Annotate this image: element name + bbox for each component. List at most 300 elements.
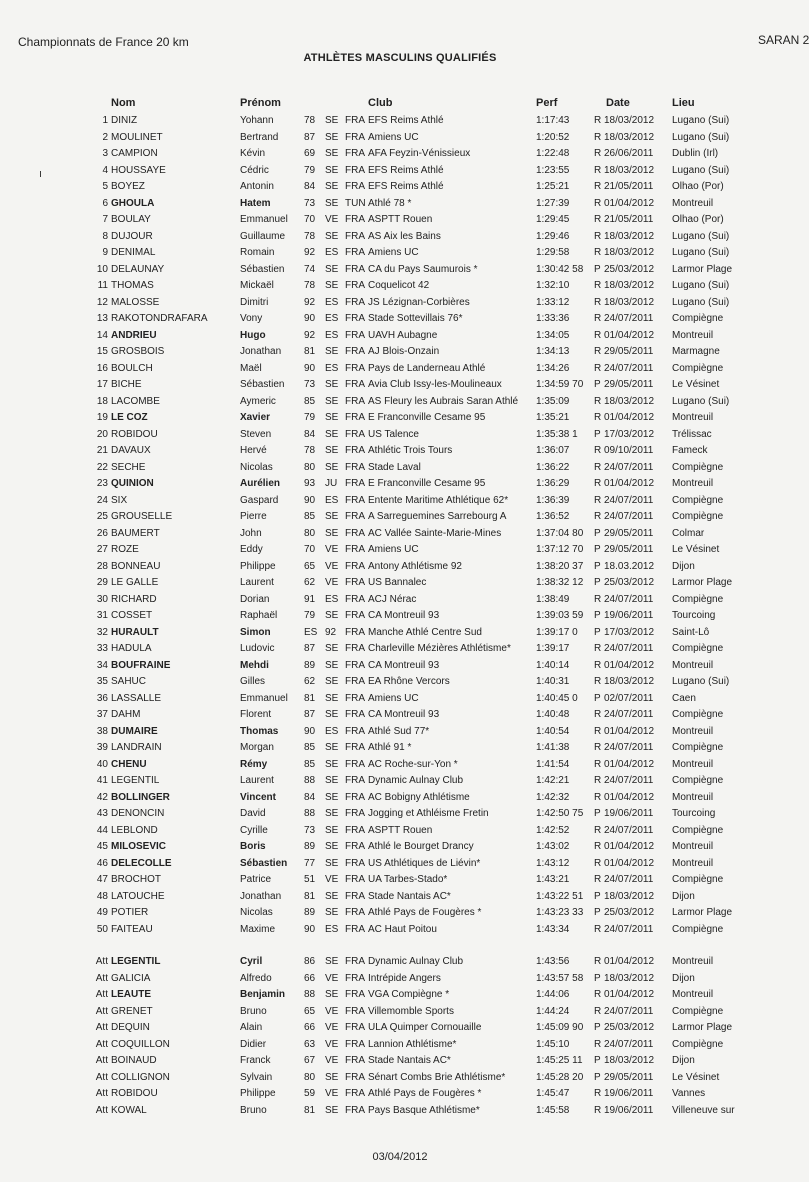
cell-perf-type: R bbox=[594, 791, 602, 803]
cell-birth-year: 66 bbox=[304, 1022, 316, 1033]
cell-first-name: Sébastien bbox=[240, 857, 288, 869]
table-row bbox=[0, 1020, 800, 1037]
table-row bbox=[0, 295, 800, 312]
cell-perf-date: 01/04/2012 bbox=[604, 478, 655, 489]
cell-first-name: Franck bbox=[240, 1055, 271, 1066]
cell-perf-location: Compiègne bbox=[672, 643, 724, 654]
cell-last-name: BOULAY bbox=[111, 214, 151, 225]
cell-last-name: LASSALLE bbox=[111, 692, 162, 704]
cell-perf-date: 18/03/2012 bbox=[604, 230, 655, 242]
cell-birth-year: ES bbox=[304, 626, 318, 638]
cell-last-name: HURAULT bbox=[111, 626, 159, 638]
cell-perf-date: 24/07/2011 bbox=[604, 511, 654, 522]
cell-category: SE bbox=[325, 857, 339, 869]
cell-rank: 30 bbox=[96, 593, 108, 605]
cell-category: SE bbox=[325, 907, 339, 918]
table-row bbox=[0, 229, 800, 246]
cell-nationality: FRA bbox=[345, 1022, 365, 1033]
cell-rank: 18 bbox=[96, 395, 108, 407]
cell-category: ES bbox=[325, 329, 339, 341]
cell-perf-type: R bbox=[594, 181, 602, 192]
cell-rank: 23 bbox=[96, 478, 108, 489]
cell-perf-date: 01/04/2012 bbox=[604, 956, 655, 967]
cell-category: SE bbox=[325, 676, 339, 687]
cell-rank: 49 bbox=[96, 907, 108, 918]
cell-performance: 1:40:54 bbox=[536, 725, 570, 737]
cell-perf-type: R bbox=[594, 313, 602, 324]
cell-performance: 1:45:10 bbox=[536, 1038, 570, 1050]
cell-last-name: ANDRIEU bbox=[111, 329, 157, 341]
cell-rank: 3 bbox=[102, 148, 108, 159]
cell-first-name: Alain bbox=[240, 1022, 263, 1033]
table-row bbox=[0, 559, 800, 576]
cell-nationality: FRA bbox=[345, 923, 365, 935]
cell-club: Dynamic Aulnay Club bbox=[368, 956, 464, 967]
cell-perf-type: R bbox=[594, 346, 602, 357]
cell-nationality: FRA bbox=[345, 692, 365, 704]
cell-perf-location: Compiègne bbox=[672, 874, 724, 885]
cell-club: Pays de Landerneau Athlé bbox=[368, 362, 486, 374]
cell-perf-type: R bbox=[594, 445, 602, 456]
cell-last-name: ROZE bbox=[111, 544, 139, 555]
cell-perf-location: Montreuil bbox=[672, 197, 714, 209]
cell-category: SE bbox=[325, 841, 339, 852]
cell-category: JU bbox=[325, 478, 338, 489]
cell-performance: 1:43:21 bbox=[536, 874, 570, 885]
cell-perf-location: Lugano (Sui) bbox=[672, 131, 730, 143]
cell-first-name: Ludovic bbox=[240, 643, 275, 654]
cell-perf-date: 24/07/2011 bbox=[604, 742, 654, 753]
cell-perf-location: Compiègne bbox=[672, 494, 724, 506]
cell-last-name: DAVAUX bbox=[111, 445, 151, 456]
cell-club: Athlé Pays de Fougères * bbox=[368, 907, 482, 918]
cell-perf-date: 19/06/2011 bbox=[604, 1104, 654, 1116]
cell-performance: 1:38:32 12 bbox=[536, 577, 584, 588]
cell-perf-date: 18/03/2012 bbox=[604, 395, 655, 407]
cell-nationality: FRA bbox=[345, 742, 365, 753]
cell-perf-type: R bbox=[594, 1005, 602, 1017]
cell-last-name: LEGENTIL bbox=[111, 956, 161, 967]
cell-club: EA Rhône Vercors bbox=[368, 676, 450, 687]
cell-nationality: FRA bbox=[345, 544, 365, 555]
cell-last-name: BOLLINGER bbox=[111, 791, 170, 803]
cell-category: ES bbox=[325, 313, 339, 324]
cell-last-name: DINIZ bbox=[111, 115, 138, 126]
cell-birth-year: 85 bbox=[304, 511, 316, 522]
cell-club: AC Bobigny Athlétisme bbox=[368, 791, 470, 803]
cell-rank: 42 bbox=[96, 791, 108, 803]
cell-last-name: GROSBOIS bbox=[111, 346, 165, 357]
cell-category: SE bbox=[325, 956, 339, 967]
cell-last-name: BOUFRAINE bbox=[111, 659, 171, 671]
cell-perf-location: Dublin (Irl) bbox=[672, 148, 719, 159]
cell-club: Jogging et Athléisme Fretin bbox=[368, 808, 489, 819]
cell-performance: 1:34:59 70 bbox=[536, 379, 584, 390]
cell-birth-year: 65 bbox=[304, 560, 316, 572]
cell-club: AC Haut Poitou bbox=[368, 923, 437, 935]
cell-last-name: SIX bbox=[111, 494, 128, 506]
cell-perf-date: 29/05/2011 bbox=[604, 346, 654, 357]
cell-club: ASPTT Rouen bbox=[368, 824, 433, 836]
cell-first-name: David bbox=[240, 808, 266, 819]
column-header-nom: Nom bbox=[111, 97, 136, 109]
cell-club: Intrépide Angers bbox=[368, 972, 441, 984]
cell-birth-year: 77 bbox=[304, 857, 316, 869]
cell-rank: 46 bbox=[96, 857, 108, 869]
cell-last-name: DENIMAL bbox=[111, 247, 156, 258]
cell-perf-type: P bbox=[594, 1022, 601, 1033]
cell-first-name: Bruno bbox=[240, 1104, 267, 1116]
cell-rank: Att bbox=[95, 1005, 108, 1017]
cell-category: SE bbox=[325, 692, 339, 704]
cell-club: UAVH Aubagne bbox=[368, 329, 438, 341]
cell-perf-date: 24/07/2011 bbox=[604, 643, 654, 654]
cell-category: ES bbox=[325, 593, 339, 605]
column-header-date: Date bbox=[606, 97, 630, 109]
cell-category: ES bbox=[325, 247, 339, 258]
cell-perf-location: Montreuil bbox=[672, 758, 714, 770]
table-row bbox=[0, 724, 800, 741]
cell-perf-type: R bbox=[594, 280, 602, 291]
table-row bbox=[0, 987, 800, 1004]
cell-perf-location: Lugano (Sui) bbox=[672, 395, 730, 407]
cell-birth-year: 91 bbox=[304, 593, 316, 605]
cell-nationality: FRA bbox=[345, 808, 365, 819]
cell-perf-date: 01/04/2012 bbox=[604, 412, 655, 423]
cell-perf-date: 01/04/2012 bbox=[604, 329, 655, 341]
cell-performance: 1:34:13 bbox=[536, 346, 570, 357]
cell-perf-date: 21/05/2011 bbox=[604, 214, 654, 225]
cell-perf-location: Montreuil bbox=[672, 989, 714, 1000]
cell-perf-type: R bbox=[594, 923, 602, 935]
cell-perf-type: R bbox=[594, 857, 602, 869]
cell-rank: 37 bbox=[96, 709, 108, 720]
cell-perf-date: 19/06/2011 bbox=[604, 1088, 654, 1099]
cell-first-name: Boris bbox=[240, 841, 266, 852]
cell-last-name: GHOULA bbox=[111, 197, 155, 209]
cell-rank: 31 bbox=[96, 610, 108, 621]
cell-perf-location: Compiègne bbox=[672, 313, 724, 324]
cell-perf-location: Montreuil bbox=[672, 412, 714, 423]
cell-rank: Att bbox=[95, 1104, 108, 1116]
cell-first-name: Xavier bbox=[240, 412, 271, 423]
cell-perf-location: Compiègne bbox=[672, 742, 724, 753]
cell-birth-year: 62 bbox=[304, 676, 316, 687]
cell-first-name: Mickaël bbox=[240, 280, 274, 291]
cell-last-name: RICHARD bbox=[111, 593, 157, 605]
cell-perf-type: R bbox=[594, 758, 602, 770]
cell-first-name: Aymeric bbox=[240, 395, 276, 407]
cell-perf-type: P bbox=[594, 972, 601, 984]
cell-birth-year: 90 bbox=[304, 313, 316, 324]
cell-club: E Franconville Cesame 95 bbox=[368, 412, 486, 423]
cell-club: Amiens UC bbox=[368, 544, 419, 555]
cell-performance: 1:30:42 58 bbox=[536, 263, 584, 275]
cell-last-name: BONNEAU bbox=[111, 560, 161, 572]
cell-category: SE bbox=[325, 164, 339, 176]
cell-last-name: GALICIA bbox=[111, 972, 151, 984]
cell-perf-date: 24/07/2011 bbox=[604, 824, 654, 836]
cell-first-name: Nicolas bbox=[240, 461, 273, 473]
cell-rank: 38 bbox=[96, 725, 108, 737]
cell-perf-type: R bbox=[594, 511, 602, 522]
table-row bbox=[0, 179, 800, 196]
table-row bbox=[0, 278, 800, 295]
cell-club: Athlé 91 * bbox=[368, 742, 412, 753]
cell-performance: 1:45:25 11 bbox=[536, 1055, 583, 1066]
cell-perf-type: R bbox=[594, 197, 602, 209]
cell-perf-type: R bbox=[594, 725, 602, 737]
cell-performance: 1:42:50 75 bbox=[536, 808, 584, 819]
cell-performance: 1:45:58 bbox=[536, 1104, 570, 1116]
cell-category: SE bbox=[325, 808, 339, 819]
cell-performance: 1:38:49 bbox=[536, 593, 570, 605]
cell-perf-location: Montreuil bbox=[672, 725, 714, 737]
table-row bbox=[0, 658, 800, 675]
cell-category: VE bbox=[325, 1088, 339, 1099]
cell-category: VE bbox=[325, 1005, 339, 1017]
cell-category: ES bbox=[325, 923, 339, 935]
cell-perf-date: 18/03/2012 bbox=[604, 115, 655, 126]
cell-category: SE bbox=[325, 791, 339, 803]
table-row bbox=[0, 954, 800, 971]
table-row bbox=[0, 113, 800, 130]
cell-club: JS Lézignan-Corbières bbox=[368, 296, 470, 308]
cell-club: E Franconville Cesame 95 bbox=[368, 478, 486, 489]
table-row bbox=[0, 493, 800, 510]
cell-first-name: Didier bbox=[240, 1038, 267, 1050]
cell-perf-location: Le Vésinet bbox=[672, 379, 720, 390]
cell-club: US Talence bbox=[368, 428, 419, 440]
column-header-club: Club bbox=[368, 97, 393, 109]
cell-performance: 1:40:48 bbox=[536, 709, 570, 720]
cell-perf-location: Dijon bbox=[672, 1055, 695, 1066]
cell-performance: 1:23:55 bbox=[536, 164, 570, 176]
cell-performance: 1:36:29 bbox=[536, 478, 570, 489]
cell-category: VE bbox=[325, 214, 339, 225]
cell-club: Sénart Combs Brie Athlétisme* bbox=[368, 1071, 506, 1083]
cell-category: ES bbox=[325, 362, 339, 374]
table-row bbox=[0, 971, 800, 988]
table-row bbox=[0, 311, 800, 328]
cell-rank: 15 bbox=[96, 346, 108, 357]
table-row bbox=[0, 757, 800, 774]
cell-performance: 1:36:22 bbox=[536, 461, 570, 473]
cell-first-name: Guillaume bbox=[240, 230, 286, 242]
cell-nationality: FRA bbox=[345, 131, 365, 143]
table-row bbox=[0, 889, 800, 906]
cell-birth-year: 92 bbox=[304, 247, 316, 258]
footer-date: 03/04/2012 bbox=[372, 1151, 428, 1163]
cell-performance: 1:17:43 bbox=[536, 115, 570, 126]
cell-perf-date: 02/07/2011 bbox=[604, 692, 654, 704]
cell-perf-location: Compiègne bbox=[672, 709, 724, 720]
cell-first-name: Sébastien bbox=[240, 379, 285, 390]
table-row bbox=[0, 608, 800, 625]
cell-perf-type: R bbox=[594, 775, 602, 786]
cell-rank: 33 bbox=[96, 643, 108, 654]
cell-rank: 24 bbox=[96, 494, 108, 506]
cell-perf-date: 24/07/2011 bbox=[604, 461, 654, 473]
cell-club: Coquelicot 42 bbox=[368, 280, 430, 291]
table-row bbox=[0, 1004, 800, 1021]
cell-nationality: FRA bbox=[345, 313, 365, 324]
cell-rank: 35 bbox=[96, 676, 108, 687]
table-row bbox=[0, 427, 800, 444]
cell-perf-location: Olhao (Por) bbox=[672, 181, 724, 192]
table-row bbox=[0, 460, 800, 477]
cell-category: SE bbox=[325, 230, 339, 242]
cell-club: ACJ Nérac bbox=[368, 593, 417, 605]
results-table bbox=[0, 113, 800, 1119]
cell-perf-date: 24/07/2011 bbox=[604, 775, 654, 786]
cell-club: Dynamic Aulnay Club bbox=[368, 775, 464, 786]
cell-category: SE bbox=[325, 181, 339, 192]
cell-performance: 1:39:17 0 bbox=[536, 626, 578, 638]
cell-rank: Att bbox=[95, 1022, 108, 1033]
cell-performance: 1:35:21 bbox=[536, 412, 570, 423]
cell-club: Manche Athlé Centre Sud bbox=[368, 626, 482, 638]
cell-first-name: Antonin bbox=[240, 181, 274, 192]
table-row bbox=[0, 806, 800, 823]
cell-perf-location: Lugano (Sui) bbox=[672, 115, 730, 126]
cell-nationality: FRA bbox=[345, 725, 365, 737]
cell-nationality: FRA bbox=[345, 758, 365, 770]
cell-nationality: FRA bbox=[345, 577, 365, 588]
cell-club: Stade Laval bbox=[368, 461, 421, 473]
cell-perf-location: Compiègne bbox=[672, 923, 724, 935]
cell-performance: 1:39:17 bbox=[536, 643, 570, 654]
cell-rank: 45 bbox=[96, 841, 108, 852]
table-row bbox=[0, 905, 800, 922]
cell-club: UA Tarbes-Stado* bbox=[368, 874, 448, 885]
cell-perf-date: 18/03/2012 bbox=[604, 247, 655, 258]
cell-performance: 1:43:12 bbox=[536, 857, 570, 869]
cell-performance: 1:41:38 bbox=[536, 742, 570, 753]
cell-perf-date: 25/03/2012 bbox=[604, 577, 655, 588]
cell-performance: 1:43:56 bbox=[536, 956, 570, 967]
cell-first-name: Vincent bbox=[240, 791, 276, 803]
cell-performance: 1:29:46 bbox=[536, 230, 570, 242]
cell-first-name: Morgan bbox=[240, 742, 274, 753]
cell-club: Amiens UC bbox=[368, 247, 419, 258]
cell-nationality: FRA bbox=[345, 956, 365, 967]
cell-perf-date: 18.03.2012 bbox=[604, 560, 655, 572]
cell-club: Villemomble Sports bbox=[368, 1005, 454, 1017]
cell-perf-location: Montreuil bbox=[672, 841, 714, 852]
cell-last-name: MILOSEVIC bbox=[111, 841, 167, 852]
header-location: SARAN 2 bbox=[758, 33, 809, 47]
cell-category: SE bbox=[325, 197, 339, 209]
cell-perf-type: P bbox=[594, 907, 601, 918]
cell-birth-year: 88 bbox=[304, 989, 316, 1000]
cell-first-name: John bbox=[240, 527, 262, 539]
cell-perf-location: Marmagne bbox=[672, 346, 720, 357]
cell-rank: 32 bbox=[96, 626, 108, 638]
cell-first-name: Emmanuel bbox=[240, 692, 288, 704]
cell-perf-location: Lugano (Sui) bbox=[672, 296, 730, 308]
cell-perf-date: 29/05/2011 bbox=[604, 379, 654, 390]
cell-perf-location: Compiègne bbox=[672, 775, 724, 786]
cell-performance: 1:42:52 bbox=[536, 824, 570, 836]
cell-first-name: Hervé bbox=[240, 445, 267, 456]
cell-rank: 16 bbox=[96, 362, 108, 374]
cell-category: SE bbox=[325, 527, 339, 539]
cell-nationality: FRA bbox=[345, 115, 365, 126]
cell-perf-date: 29/05/2011 bbox=[604, 527, 654, 539]
cell-perf-date: 24/07/2011 bbox=[604, 709, 654, 720]
cell-category: SE bbox=[325, 1104, 339, 1116]
cell-perf-date: 24/07/2011 bbox=[604, 362, 654, 374]
cell-birth-year: 80 bbox=[304, 461, 316, 473]
cell-performance: 1:45:28 20 bbox=[536, 1071, 584, 1083]
cell-club: Stade Sottevillais 76* bbox=[368, 313, 463, 324]
cell-perf-type: R bbox=[594, 593, 602, 605]
cell-perf-type: R bbox=[594, 1038, 602, 1050]
cell-rank: 20 bbox=[96, 428, 108, 440]
table-row bbox=[0, 245, 800, 262]
table-row bbox=[0, 1086, 800, 1103]
cell-club: EFS Reims Athlé bbox=[368, 181, 444, 192]
table-row bbox=[0, 196, 800, 213]
cell-first-name: Rémy bbox=[240, 758, 268, 770]
cell-perf-type: R bbox=[594, 148, 602, 159]
cell-birth-year: 80 bbox=[304, 527, 316, 539]
cell-performance: 1:27:39 bbox=[536, 197, 570, 209]
cell-last-name: DEQUIN bbox=[111, 1022, 150, 1033]
cell-perf-type: P bbox=[594, 527, 601, 539]
cell-performance: 1:37:04 80 bbox=[536, 527, 584, 539]
table-row bbox=[0, 674, 800, 691]
cell-birth-year: 51 bbox=[304, 874, 316, 885]
cell-perf-date: 01/04/2012 bbox=[604, 989, 655, 1000]
cell-perf-type: R bbox=[594, 395, 602, 407]
cell-last-name: COLLIGNON bbox=[111, 1071, 170, 1083]
cell-last-name: BROCHOT bbox=[111, 874, 161, 885]
cell-first-name: Alfredo bbox=[240, 972, 272, 984]
cell-first-name: Dorian bbox=[240, 593, 270, 605]
cell-birth-year: 90 bbox=[304, 725, 316, 737]
cell-last-name: MOULINET bbox=[111, 131, 163, 143]
table-row bbox=[0, 823, 800, 840]
cell-performance: 1:37:12 70 bbox=[536, 544, 584, 555]
cell-nationality: FRA bbox=[345, 709, 365, 720]
cell-birth-year: 87 bbox=[304, 643, 316, 654]
cell-last-name: BOYEZ bbox=[111, 181, 145, 192]
cell-perf-date: 19/06/2011 bbox=[604, 808, 654, 819]
cell-perf-type: R bbox=[594, 494, 602, 506]
cell-perf-type: P bbox=[594, 577, 601, 588]
cell-birth-year: 89 bbox=[304, 907, 316, 918]
cell-nationality: FRA bbox=[345, 890, 365, 902]
cell-performance: 1:38:20 37 bbox=[536, 560, 584, 572]
cell-perf-location: Larmor Plage bbox=[672, 1022, 733, 1033]
cell-nationality: FRA bbox=[345, 214, 365, 225]
table-row bbox=[0, 344, 800, 361]
cell-last-name: LANDRAIN bbox=[111, 742, 162, 753]
cell-category: SE bbox=[325, 659, 339, 671]
cell-category: ES bbox=[325, 725, 339, 737]
cell-performance: 1:34:05 bbox=[536, 329, 570, 341]
cell-perf-type: R bbox=[594, 412, 602, 423]
cell-nationality: FRA bbox=[345, 379, 365, 390]
cell-last-name: LEAUTE bbox=[111, 989, 151, 1000]
cell-perf-type: P bbox=[594, 692, 601, 704]
cell-performance: 1:40:31 bbox=[536, 676, 570, 687]
cell-rank: 19 bbox=[96, 412, 108, 423]
table-row bbox=[0, 377, 800, 394]
cell-perf-type: R bbox=[594, 131, 602, 143]
